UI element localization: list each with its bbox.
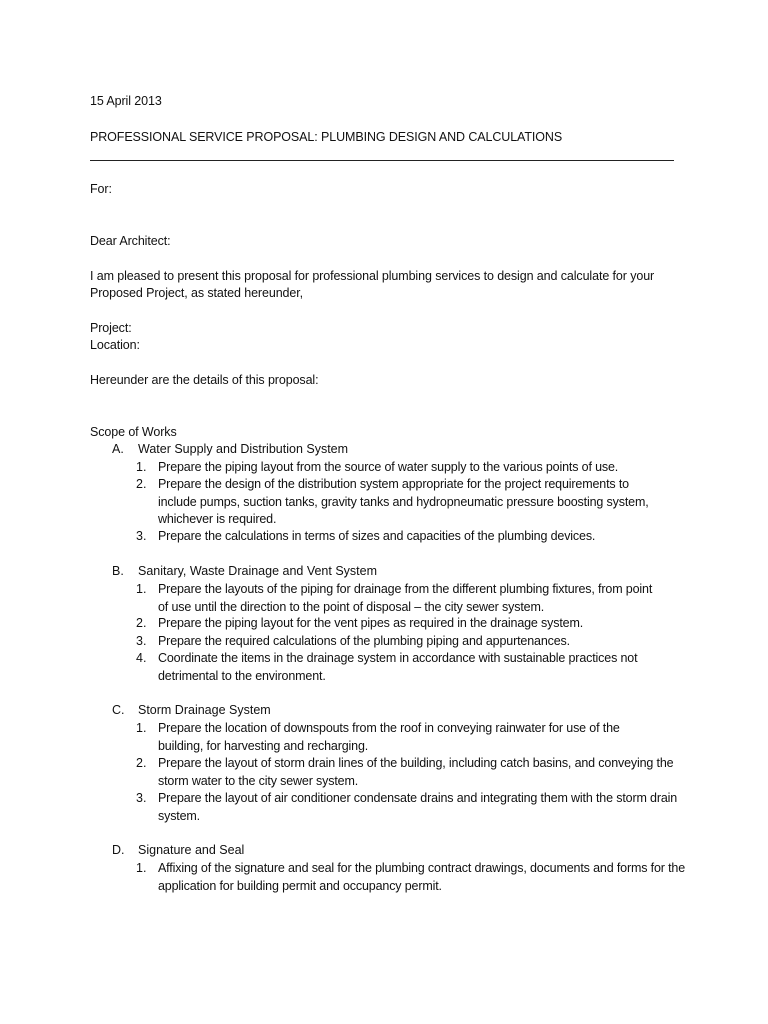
section-a-item-1-number: 1. bbox=[136, 460, 147, 474]
project-label: Project: bbox=[90, 321, 132, 335]
section-b-item-4-number: 4. bbox=[136, 651, 147, 665]
section-c-item-2: Prepare the layout of storm drain lines of the building, including catch basins, and conveying the storm water to the city sewer system. bbox=[158, 756, 674, 788]
details-intro: Hereunder are the details of this proposal: bbox=[90, 373, 319, 387]
section-c-item-1: Prepare the location of downspouts from the roof in conveying rainwater for use of the building, for harvesting and recharging. bbox=[158, 721, 620, 753]
section-c-item-3-number: 3. bbox=[136, 791, 147, 805]
section-b-item-1: Prepare the layouts of the piping for drainage from the different plumbing fixtures, from point of use until the direction to the point of disposal – the city sewer system. bbox=[158, 582, 653, 614]
section-a-item-3: Prepare the calculations in terms of sizes and capacities of the plumbing devices. bbox=[158, 529, 596, 543]
scope-heading: Scope of Works bbox=[90, 425, 177, 439]
section-c-title: Storm Drainage System bbox=[138, 703, 271, 717]
section-d-item-1-number: 1. bbox=[136, 861, 147, 875]
location-label: Location: bbox=[90, 338, 140, 352]
section-b-title: Sanitary, Waste Drainage and Vent System bbox=[138, 564, 378, 578]
section-b-letter: B. bbox=[112, 564, 124, 578]
section-a-item-2-number: 2. bbox=[136, 477, 147, 491]
section-d-item-1: Affixing of the signature and seal for the plumbing contract drawings, documents and forms for the application for building permit and occupancy permit. bbox=[158, 861, 686, 893]
section-d-letter: D. bbox=[112, 843, 125, 857]
section-b-item-1-number: 1. bbox=[136, 582, 147, 596]
section-b-item-3-number: 3. bbox=[136, 634, 147, 648]
intro-line-2: Proposed Project, as stated hereunder, bbox=[90, 286, 304, 300]
letter-subject: PROFESSIONAL SERVICE PROPOSAL: PLUMBING DESIGN AND CALCULATIONS bbox=[90, 130, 563, 144]
section-a-title: Water Supply and Distribution System bbox=[138, 442, 349, 456]
section-b-item-4: Coordinate the items in the drainage system in accordance with sustainable practices not detrimental to the environment. bbox=[158, 651, 638, 683]
intro-line-1: I am pleased to present this proposal for professional plumbing services to design and calculate for your bbox=[90, 269, 655, 283]
section-b-item-3: Prepare the required calculations of the plumbing piping and appurtenances. bbox=[158, 634, 570, 648]
section-a-item-1: Prepare the piping layout from the source of water supply to the various points of use. bbox=[158, 460, 619, 474]
section-c-item-2-number: 2. bbox=[136, 756, 147, 770]
section-b-item-2-number: 2. bbox=[136, 616, 147, 630]
section-a-letter: A. bbox=[112, 442, 124, 456]
section-c-item-3: Prepare the layout of air conditioner condensate drains and integrating them with the storm drain system. bbox=[158, 791, 678, 823]
subject-divider bbox=[90, 160, 674, 161]
section-d-title: Signature and Seal bbox=[138, 843, 245, 857]
for-label: For: bbox=[90, 182, 112, 196]
section-b-item-2: Prepare the piping layout for the vent pipes as required in the drainage system. bbox=[158, 616, 584, 630]
section-a-item-2: Prepare the design of the distribution system appropriate for the project requirements to include pumps, suction tanks, gravity tanks and hydropneumatic pressure boosting system, whichever is required. bbox=[158, 477, 649, 526]
section-c-letter: C. bbox=[112, 703, 125, 717]
section-a-item-3-number: 3. bbox=[136, 529, 147, 543]
letter-date: 15 April 2013 bbox=[90, 94, 162, 108]
section-c-item-1-number: 1. bbox=[136, 721, 147, 735]
salutation: Dear Architect: bbox=[90, 234, 171, 248]
